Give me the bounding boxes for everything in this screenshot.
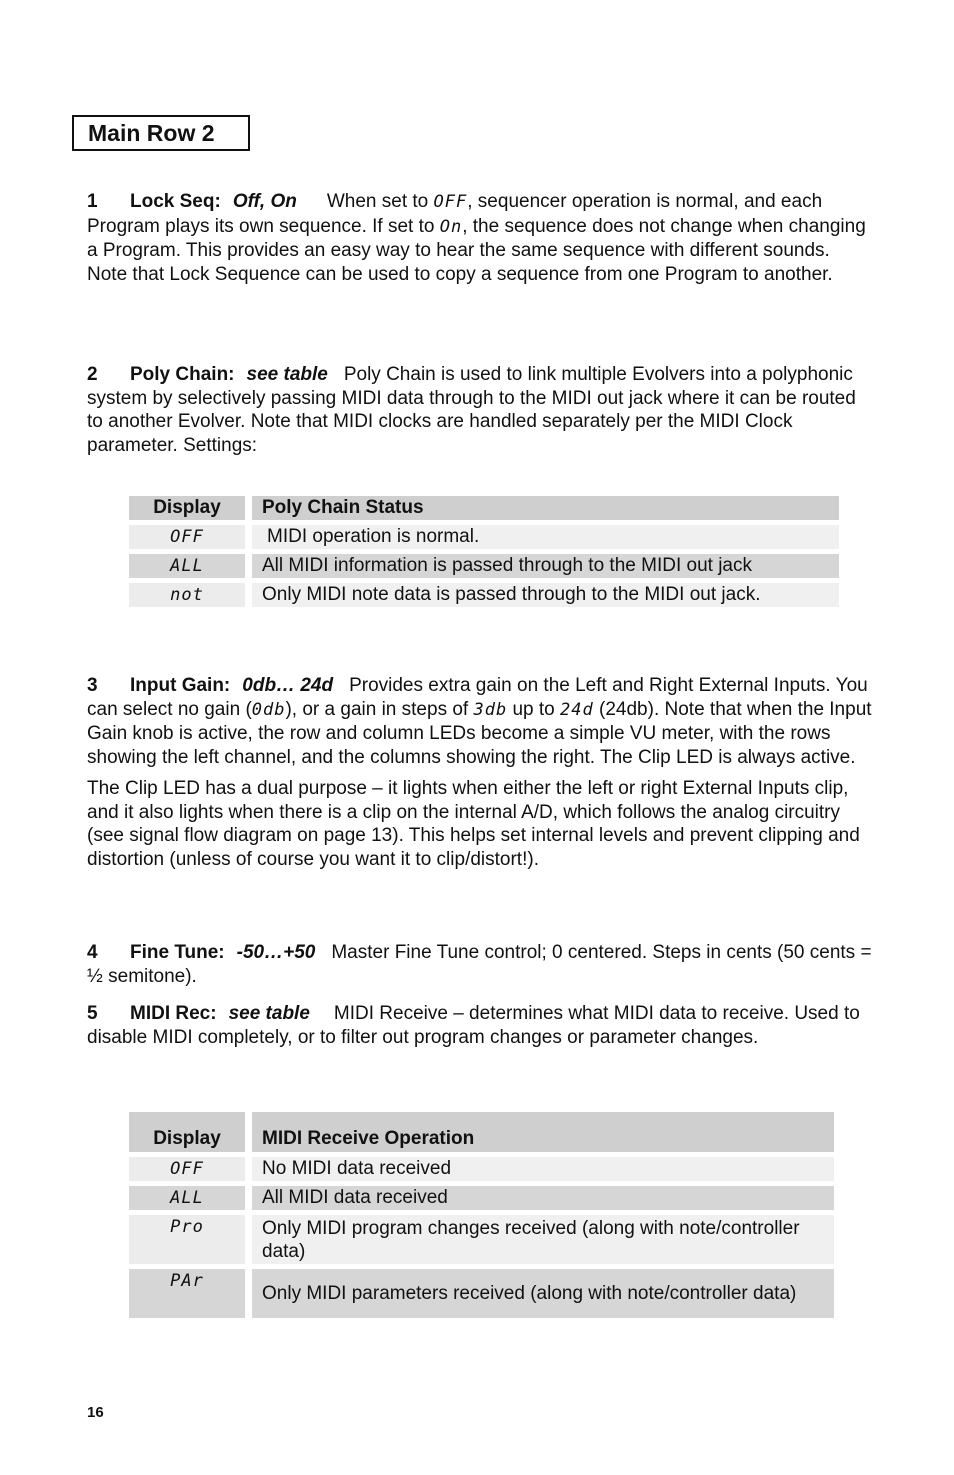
param-range: see table: [246, 364, 328, 385]
param-range: -50…+50: [236, 942, 316, 963]
param-text: Provides extra gain on the Left and Right External Inputs. You can select no gain (: [87, 675, 868, 720]
table-cell-display: OFF: [129, 525, 252, 549]
table-row: [129, 554, 839, 578]
midi-rec-table: [129, 1107, 834, 1323]
param-text: Master Fine Tune control; 0 centered. Steps in cents (50 cents = ½ semitone).: [87, 942, 872, 987]
table-header-row: [129, 1112, 834, 1152]
input-gain-section: [87, 674, 872, 871]
page-number: 16: [87, 1404, 104, 1421]
param-number: 4: [87, 942, 98, 963]
table-header-status: Poly Chain Status: [252, 496, 839, 520]
lcd-display-value: 24d: [560, 699, 594, 720]
param-text: , the sequence does not change when changing a Program. This provides an easy way to hear the same sequence with different sounds. Note that Lock Sequence can be used to copy a sequence from one Program to another.: [87, 215, 866, 285]
table-cell-status: MIDI operation is normal.: [252, 525, 839, 549]
section-title-box: [72, 115, 250, 151]
param-range: see table: [228, 1003, 310, 1024]
param-text: When set to: [326, 191, 434, 212]
poly-chain-section: [87, 363, 872, 457]
param-text: (24db). Note that when the Input Gain knob is active, the row and column LEDs become a simple VU meter, with the rows showing the left channel, and the columns showing the right. The Clip LED is always active.: [87, 698, 872, 768]
table-header-display: Display: [129, 1112, 252, 1152]
table-cell-display: ALL: [129, 554, 252, 578]
fine-tune-section: [87, 941, 872, 988]
param-name: Poly Chain:: [130, 364, 235, 385]
table-cell-status: All MIDI data received: [252, 1186, 834, 1210]
lcd-display-value: 0db: [251, 699, 286, 720]
param-name: MIDI Rec:: [130, 1003, 217, 1024]
table-cell-display: Pro: [129, 1215, 252, 1264]
param-text: , sequencer operation is normal, and each Program plays its own sequence. If set to: [87, 191, 823, 237]
table-row: [129, 1186, 834, 1210]
lock-seq-section: [87, 190, 872, 286]
table-row: [129, 1269, 834, 1318]
table-cell-display: PAr: [129, 1269, 252, 1318]
table-cell-display: ALL: [129, 1186, 252, 1210]
lcd-display-value: 3db: [473, 699, 508, 720]
lcd-display-value: OFF: [433, 192, 468, 212]
table-cell-display: not: [129, 583, 252, 607]
param-range: Off, On: [232, 191, 297, 212]
param-name: Fine Tune:: [130, 942, 225, 963]
poly-chain-table: [129, 491, 839, 612]
param-text: Poly Chain is used to link multiple Evolvers into a polyphonic system by selectively passing MIDI data through to the MIDI out jack where it can be routed to another Evolver. Note that MIDI clocks are handled separately per the MIDI Clock parameter. Settings:: [87, 364, 856, 456]
param-text: MIDI Receive – determines what MIDI data to receive. Used to disable MIDI completely, or to filter out program changes or parameter changes.: [87, 1003, 860, 1048]
table-cell-display: OFF: [129, 1157, 252, 1181]
table-row: [129, 583, 839, 607]
table-header-status: MIDI Receive Operation: [252, 1112, 834, 1152]
table-cell-status: Only MIDI program changes received (along with note/controller data): [252, 1215, 834, 1264]
table-cell-status: All MIDI information is passed through to the MIDI out jack: [252, 554, 839, 578]
table-row: [129, 1157, 834, 1181]
param-number: 2: [87, 364, 98, 385]
param-text: up to: [507, 698, 561, 720]
table-row: [129, 1215, 834, 1264]
table-header-display: Display: [129, 496, 252, 520]
section-title: Main Row 2: [88, 120, 215, 146]
param-number: 1: [87, 191, 98, 212]
param-number: 5: [87, 1003, 98, 1024]
param-name: Lock Seq:: [130, 191, 221, 212]
table-cell-status: Only MIDI note data is passed through to the MIDI out jack.: [252, 583, 839, 607]
param-number: 3: [87, 675, 98, 696]
param-range: 0db… 24d: [242, 675, 334, 696]
lcd-display-value: On: [439, 216, 463, 237]
param-text: ), or a gain in steps of: [285, 698, 474, 720]
midi-rec-section: [87, 1002, 872, 1049]
input-gain-paragraph-2: The Clip LED has a dual purpose – it lights when either the left or right External Inputs clip, and it also lights when there is a clip on the internal A/D, which follows the analog circuitry (see signal flow diagram on page 13). This helps set internal levels and prevent clipping and distortion (unless of course you want it to clip/distort!).: [87, 778, 860, 870]
table-row: [129, 525, 839, 549]
table-cell-status: Only MIDI parameters received (along with note/controller data): [252, 1269, 834, 1318]
table-cell-status: No MIDI data received: [252, 1157, 834, 1181]
param-name: Input Gain:: [130, 675, 231, 696]
table-header-row: [129, 496, 839, 520]
